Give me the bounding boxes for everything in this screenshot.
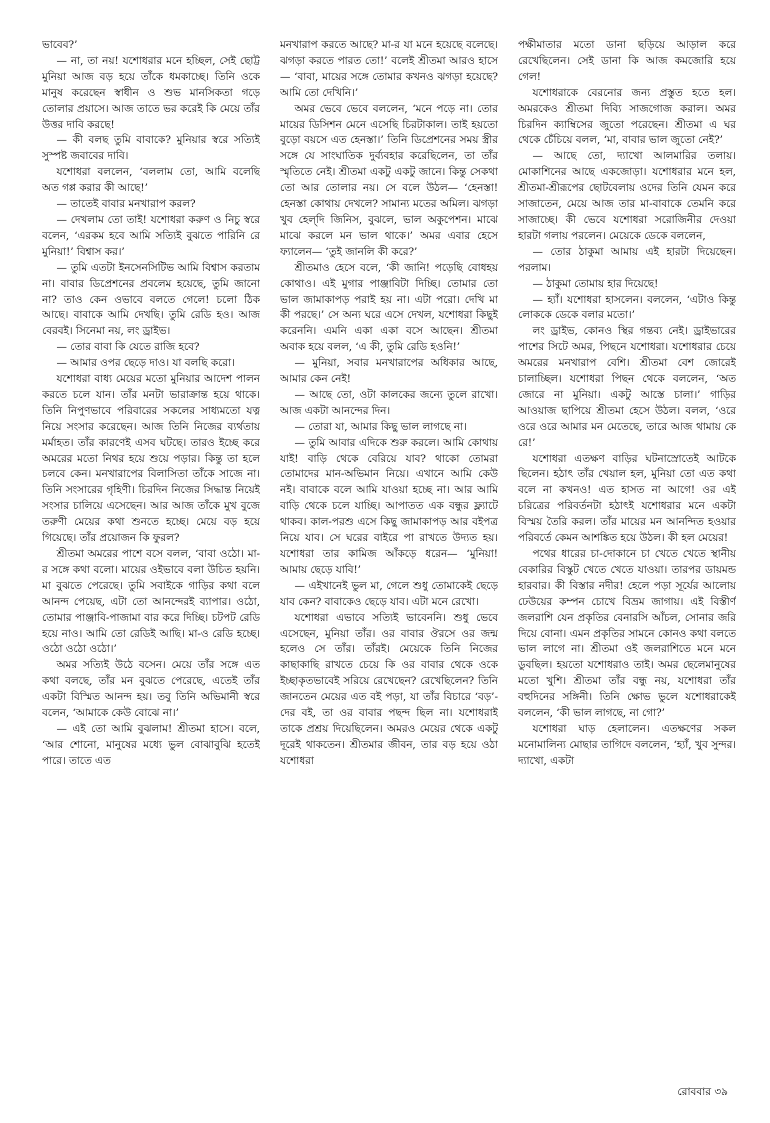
page-footer: রোববার ৩৯ [677, 1086, 728, 1098]
paragraph: শ্রীতমাও হেসে বলে, ‘কী জানি! পড়েছি বোধহয় কোথাও। এই মুগার পাঞ্জাবিটা দিচ্ছি। তোমার তো ভাল জামাকাপড় পরাই হয় না। এটা পরো। দেখি মা কী পরছে।’ সে অন্য ঘরে এসে দেখল, যশোধরা কিছুই করেননি। এমনি একা একা বসে আছেন। শ্রীতমা অবাক হয়ে বলল, ‘এ কী, তুমি রেডি হওনি!’ [280, 261, 498, 354]
paragraph: যশোধরা এতক্ষণ বাড়ির ঘটনাস্রোতেই আটকে ছিলেন। হঠাৎ তাঁর খেয়াল হল, মুনিয়া তো এত কথা বলে না কখনও! এত হাসত না আগে! ওর এই চরিত্রের পরিবর্তনটা হঠাৎই যশোধরার মনে একটা বিস্ময় তৈরি করল। তাঁর মায়ের মন আনন্দিত হওয়ার পরিবর্তে কেমন আশঙ্কিত হয়ে উঠল। কী হল মেয়ের! [518, 452, 736, 545]
paragraph: — এইখানেই ভুল মা, গেলে শুধু তোমাকেই ছেড়ে যাব কেন? বাবাকেও ছেড়ে যাব। এটা মনে রেখো। [280, 579, 498, 608]
paragraph: অমর ভেবে ভেবে বললেন, ‘মনে পড়ে না। তোর মায়ের ডিসিশন মেনে এসেছি চিরটাকাল। তাই হয়তো বুড়ো বয়সে এত হেনস্তা।’ তিনি ডিপ্রেশনের সময় স্ত্রীর সঙ্গে যে সাংঘাতিক দুর্ব্যবহার করেছিলেন, তা তাঁর স্মৃতিতে নেই। শ্রীতমা একটু একটু জানে। কিন্তু সেকথা তো আর তোলার নয়। সে বলে উঠল— ‘হেনস্তা! হেনস্তা কোথায় দেখলে? সামান্য মতের অমিল। ঝগড়া খুব হেল্‌দি জিনিস, বুঝলে, ভাল অকুপেশন। মাঝে মাঝে করলে মন ভাল থাকে।’ অমর এবার হেসে ফ্যালেন— ‘তুই জানলি কী করে?’ [280, 102, 498, 258]
paragraph: মনখারাপ করতে আছে? মা-র যা মনে হয়েছে বলেছে। ঝগড়া করতে পারত তো!’ বলেই শ্রীতমা আরও হাসে— ‘বাবা, মায়ের সঙ্গে তোমার কখনও ঝগড়া হয়েছে? আমি তো দেখিনি।’ [280, 39, 498, 99]
paragraph: — মুনিয়া, সবার মনখারাপের অধিকার আছে, আমার কেন নেই! [280, 357, 498, 386]
article-body [42, 38, 736, 1074]
paragraph: — তোর বাবা কি যেতে রাজি হবে? [56, 341, 200, 354]
paragraph: — ঠাকুমা তোমায় হার দিয়েছে! [532, 277, 659, 290]
paragraph: — তুমি এতটা ইনসেনসিটিভ আমি বিশ্বাস করতাম না। বাবার ডিপ্রেশনের প্রবলেম হয়েছে, তুমি জানো না? তাও কেন ওভাবে বলতে গেলে! চলো ঠিক আছে। বাবাকে আমি দেখছি। তুমি রেডি হও। আজ বেরবই। সিনেমা নয়, লং ড্রাইভ। [42, 261, 260, 338]
text-column-1 [42, 38, 260, 1074]
paragraph: যশোধরা বললেন, ‘বললাম তো, আমি বলেছি অত গপ্প করার কী আছে!’ [42, 166, 260, 195]
paragraph: — আছে তো, ওটা কালকের জন্যে তুলে রাখো। আজ একটা আনন্দের দিন। [280, 388, 498, 417]
paragraph: অমর সত্যিই উঠে বসেন। মেয়ে তাঁর সঙ্গে এত কথা বলছে, তাঁর মন বুঝতে পেরেছে, এতেই তাঁর একটা বিস্মিত আনন্দ হয়। তবু তিনি অভিমানী স্বরে বলেন, ‘আমাকে কেউ বোঝে না।’ [42, 659, 260, 720]
paragraph: যশোধরা বাধ্য মেয়ের মতো মুনিয়ার আদেশ পালন করতে চলে যান। তাঁর মনটা ভারাক্রান্ত হয়ে থাকে। তিনি নিপুণভাবে পরিবারের সকলের সাধ্যমতো যত্ন নিয়ে সংসার করেছেন। আজ তিনি নিজের ব্যর্থতায় মর্মাহত। তাঁর কারণেই এসব ঘটছে। তারও ইচ্ছে করে অমরের মতো নিথর হয়ে শুয়ে পড়ার। কিন্তু তা হলে চলবে কেন। মনখারাপের বিলাসিতা তাঁকে সাজে না। তিনি সংসারের গৃহিণী। চিরদিন নিজের সিদ্ধান্ত নিয়েই সংসার চালিয়ে এসেছেন। আর আজ তাঁকে মুখ বুজে তরুণী মেয়ের কথা শুনতে হচ্ছে। মেয়ে বড় হয়ে গিয়েছে। তাঁর প্রয়োজন কি ফুরল? [42, 373, 260, 545]
paragraph: — তোরা যা, আমার কিছু ভাল লাগছে না। [294, 420, 467, 433]
paragraph: — এই তো আমি বুঝলাম! শ্রীতমা হাসে। বলে, ‘আর শোনো, মানুষের মধ্যে ভুল বোঝাবুঝি হতেই পারে। তাতে এত [42, 722, 260, 767]
paragraph: শ্রীতমা অমরের পাশে বসে বলল, ‘বাবা ওঠো। মা-র সঙ্গে কথা বলো। মায়ের ওইভাবে বলা উচিত হয়নি। মা বুঝতে পেরেছে। তুমি সবাইকে গাড়ির কথা বলে আনন্দ পেয়েছ, এটা তো আনন্দেরই ব্যাপার। ওঠো, তোমার পাঞ্জাবি-পাজামা বার করে দিচ্ছি। চটপট রেডি হয়ে নাও। আমি তো রেডিই আছি। মা-ও রেডি হচ্ছে। ওঠো ওঠো ওঠো।’ [42, 548, 260, 656]
paragraph: — তাতেই বাবার মনখারাপ করল? [56, 198, 196, 211]
paragraph: যশোধরাকে বেরনোর জন্য প্রস্তুত হতে হল। অমরকেও শ্রীতমা দিব্যি সাজগোজ করাল। অমর চিরদিন ক্যাম্বিসের জুতো পরেছেন। শ্রীতমা এ ঘর থেকে চেঁচিয়ে বলল, ‘মা, বাবার ভাল জুতো নেই?’ [518, 86, 736, 147]
paragraph: — আমার ওপর ছেড়ে দাও। যা বলছি করো। [56, 357, 235, 370]
paragraph: — আছে তো, দ্যাখো আলমারির তলায়। মোকাশিনের আছে একজোড়া। যশোধরার মনে হল, শ্রীতমা-শ্রীরূপের ছোটবেলায় ওদের তিনি যেমন করে সাজাতেন, মেয়ে আজ তার মা-বাবাকে তেমনি করে সাজাচ্ছে। কী ভেবে যশোধরা সরোজিনীর দেওয়া হারটা গলায় পরলেন। মেয়েকে ডেকে বললেন, [518, 150, 736, 242]
paragraph: ভাবেব?’ [42, 39, 78, 51]
paragraph: — তুমি আবার এদিকে শুরু করলে। আমি কোথায় যাই! বাড়ি থেকে বেরিয়ে যাব? থাকো তোমরা তোমাদের মান-অভিমান নিয়ে। এখানে আমি কেউ নই। বাবাকে বলে আমি যাওয়া হচ্ছে না। আর আমি বাড়ি থেকে চলে যাচ্ছি। আপাতত এক বন্ধুর ফ্ল্যাটে থাকব। কাল-পরশু এসে কিছু জামাকাপড় আর বইপত্র নিয়ে যাব। সে ঘরের বাইরে পা রাখতে উদ্যত হয়। যশোধরা তার কামিজ আঁকড়ে ধরেন— ‘মুনিয়া! আমায় ছেড়ে যাবি!’ [280, 436, 498, 576]
text-column-2 [280, 38, 498, 1074]
paragraph: যশোধরা এভাবে সত্যিই ভাবেননি। শুধু ভেবে এসেছেন, মুনিয়া তাঁর। ওর বাবার ঔরসে ওর জন্ম হলেও সে তাঁর। তাঁরই। মেয়েকে তিনি নিজের কাছাকাছি রাখতে চেয়ে কি ওর বাবার থেকে ওকে ইচ্ছাকৃতভাবেই সরিয়ে রেখেছেন? রেখেছিলেন? তিনি জানতেন মেয়ের এত বই পড়া, যা তাঁর বিচারে ‘বড়’-দের বই, তা ওর বাবার পছন্দ ছিল না। যশোধরাই তাকে প্রশ্রয় দিয়েছিলেন। অমরও মেয়ের থেকে একটু দূরেই থাকতেন। শ্রীতমার জীবন, তার বড় হয়ে ওঠা যশোধরা [280, 611, 498, 767]
paragraph: — না, তা নয়! যশোধরার মনে হচ্ছিল, সেই ছোট্ট মুনিয়া আজ বড় হয়ে তাঁকে ধমকাচ্ছে। তিনি ওকে মানুষ করেছেন স্বাধীন ও শুভ মানসিকতা গড়ে তোলার প্রয়াসে। আজ তাতে ভর করেই কি মেয়ে তাঁর উত্তর দাবি করছে! [42, 54, 260, 131]
paragraph: পক্ষীমাতার মতো ডানা ছড়িয়ে আড়াল করে রেখেছিলেন। সেই ডানা কি আজ কমজোরি হয়ে গেল! [518, 39, 736, 83]
paragraph: পথের ধারের চা-দোকানে চা খেতে খেতে স্থানীয় বেকারির বিস্কুট খেতে খেতে যাওয়া। তারপর ডায়মন্ড হারবার। কী বিস্তার নদীর! হেলে পড়া সূর্যের আলোয় ঢেউয়ের কম্পন চোখে বিভ্রম জাগায়। এই বিস্তীর্ণ জলরাশি যেন প্রকৃতির বেনারসি আঁচল, সোনার জরি দিয়ে বোনা। এমন প্রকৃতির সামনে কোনও কথা বলতে ভাল লাগে না। শ্রীতমা ওই জলরাশিতে মনে মনে ডুবছিল। হয়তো যশোধরাও তাই। অমর ছেলেমানুষের মতো খুশি। শ্রীতমা তাঁর বন্ধু নয়, যশোধরা তাঁর বহুদিনের সঙ্গিনী। তিনি ক্ষোভ ভুলে যশোধরাকেই বললেন, ‘কী ভাল লাগছে, না গো?’ [518, 548, 736, 720]
paragraph: যশোধরা ঘাড় হেলালেন। এতক্ষণের সকল মনোমালিন্য মোছার তাগিদে বললেন, ‘হ্যাঁ, খুব সুন্দর। দ্যাখো, একটা [518, 722, 736, 767]
paragraph: — দেখলাম তো তাই! যশোধরা করুণ ও নিচু স্বরে বলেন, ‘এরকম হবে আমি সত্যিই বুঝতে পারিনি রে মুনিয়া!’ বিশ্বাস কর।’ [42, 213, 260, 258]
text-column-3 [518, 38, 736, 1074]
paragraph: — কী বলছ তুমি বাবাকে? মুনিয়ার স্বরে সত্যিই সুস্পষ্ট জবাবের দাবি। [42, 134, 260, 163]
paragraph: লং ড্রাইভ, কোনও স্থির গন্তব্য নেই। ড্রাইভারের পাশের সিটে অমর, পিছনে যশোধরা। যশোধরার চেয়ে অমরের মনখারাপ বেশি। শ্রীতমা বেশ জোরেই চালাচ্ছিল। যশোধরা পিছন থেকে বললেন, ‘অত জোরে না মুনিয়া। একটু আস্তে চালা।’ গাড়ির আওয়াজ ছাপিয়ে শ্রীতমা হেসে উঠল। বলল, ‘ওরে ওরে ওরে আমার মন মেতেছে, তারে আজ থামায় কে রে!’ [518, 325, 736, 449]
paragraph: — তোর ঠাকুমা আমায় এই হারটা দিয়েছেন। পরলাম। [518, 245, 736, 274]
paragraph: — হ্যাঁ। যশোধরা হাসলেন। বললেন, ‘এটাও কিন্তু লোককে ডেকে বলার মতো।’ [518, 293, 736, 322]
